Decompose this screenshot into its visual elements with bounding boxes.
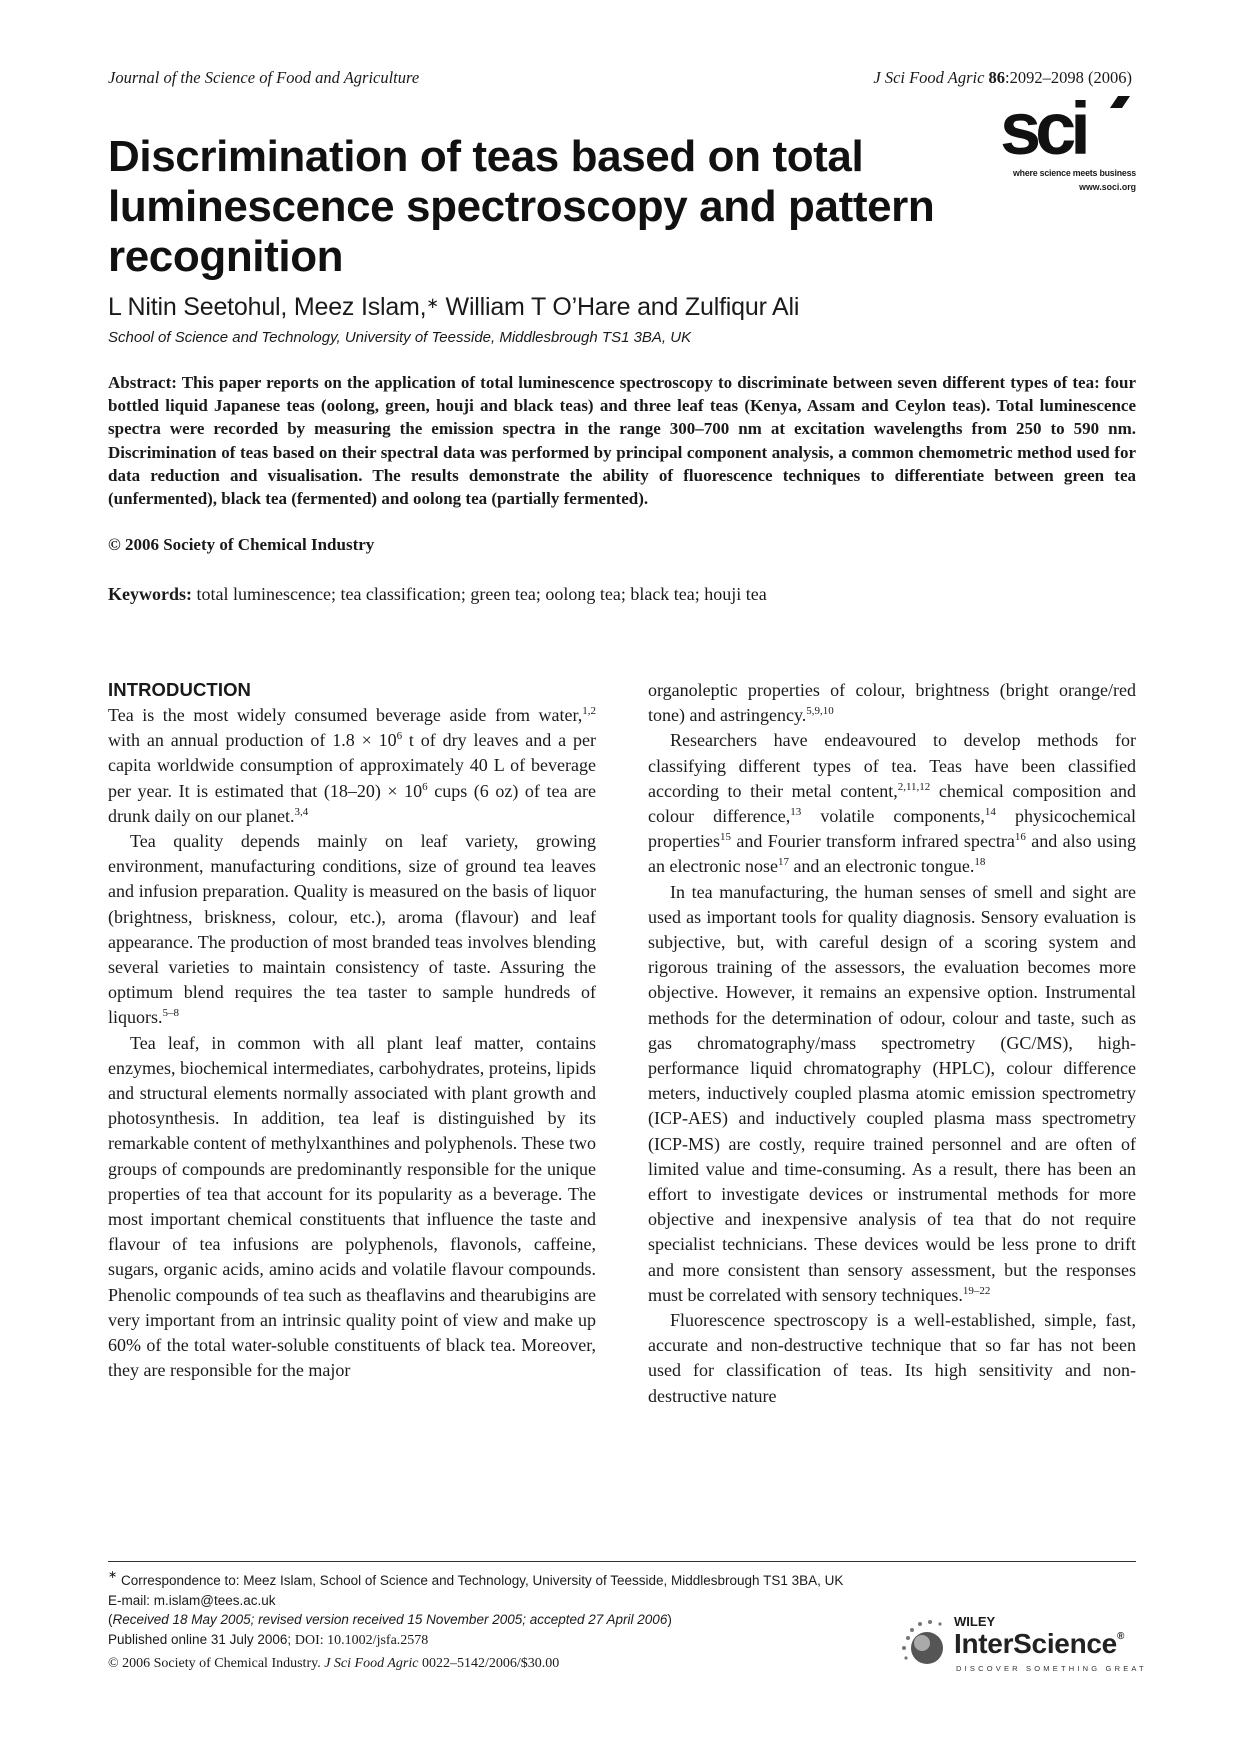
superscript: 6 bbox=[396, 730, 403, 743]
section-heading-introduction: INTRODUCTION bbox=[108, 679, 252, 700]
citation-ref: 5–8 bbox=[162, 1007, 180, 1020]
citation-ref: 16 bbox=[1014, 831, 1026, 844]
citation-ref: 19–22 bbox=[962, 1284, 991, 1297]
text-run: Tea quality depends mainly on leaf variety, growing environment, manufacturing conditions, size of ground tea leaves and infusion preparation. Quality is measured on the basis of liquor (brightness, briskness, colour, etc.), aroma (flavour) and leaf appearance. The production of most branded teas involves blending several varieties to maintain consistency of taste. Assuring the optimum blend requires the tea taster to sample hundreds of liquors. bbox=[108, 831, 596, 1028]
footer-copyright bbox=[108, 1656, 559, 1672]
correspondence-mark: ∗ bbox=[108, 1569, 118, 1581]
paragraph bbox=[108, 829, 596, 1031]
text-run: and an electronic tongue. bbox=[788, 856, 975, 877]
published-line: Published online 31 July 2006; DOI: 10.1002/jsfa.2578 bbox=[108, 1631, 429, 1648]
affiliation: School of Science and Technology, University of Teesside, Middlesbrough TS1 3BA, UK bbox=[108, 329, 692, 346]
published-date: Published online 31 July 2006 bbox=[108, 1631, 288, 1647]
wiley-interscience-logo bbox=[900, 1612, 1147, 1686]
authors bbox=[108, 293, 799, 322]
paragraph bbox=[648, 728, 1136, 879]
keywords-label: Keywords: bbox=[108, 584, 192, 604]
text-run: physicochemical properties bbox=[648, 806, 1136, 852]
sci-logo-mark bbox=[1000, 96, 1136, 160]
abstract-label: Abstract: bbox=[108, 373, 177, 392]
text-run: InterScience bbox=[954, 1628, 1117, 1659]
text-run: chemical composition and colour difference, bbox=[648, 780, 1136, 827]
text-run: J Sci Food Agric bbox=[324, 1656, 419, 1671]
column-left bbox=[108, 678, 596, 1383]
doi: DOI: 10.1002/jsfa.2578 bbox=[294, 1632, 429, 1648]
text-run: 0022–5142/2006/$30.00 bbox=[418, 1656, 560, 1671]
text-run: Researchers have endeavoured to develop methods for classifying different types of tea. Teas have been classified according to their metal content, bbox=[648, 730, 1136, 801]
abstract-copyright: © 2006 Society of Chemical Industry bbox=[108, 535, 375, 554]
wiley-wordmark: WILEY bbox=[954, 1614, 996, 1629]
text-run: organoleptic properties of colour, brightness (bright orange/red tone) and astringency. bbox=[648, 680, 1136, 726]
corresponding-mark: ∗ bbox=[426, 295, 439, 312]
globe-icon bbox=[900, 1618, 954, 1672]
registered-mark: ® bbox=[1116, 1631, 1125, 1642]
citation-ref: 2,11,12 bbox=[897, 780, 931, 793]
article-title: Discrimination of teas based on total luminescence spectroscopy and pattern recognition bbox=[108, 132, 935, 281]
running-header-journal: Journal of the Science of Food and Agriculture bbox=[108, 68, 420, 87]
keywords bbox=[108, 584, 1136, 605]
footer-divider bbox=[108, 1561, 1136, 1562]
keywords-text: total luminescence; tea classification; green tea; oolong tea; black tea; houji tea bbox=[192, 584, 767, 604]
sci-url: www.soci.org bbox=[1079, 182, 1136, 192]
interscience-tagline: DISCOVER SOMETHING GREAT bbox=[956, 1664, 1147, 1673]
running-header-citation bbox=[873, 68, 1132, 88]
correspondence-line bbox=[108, 1571, 968, 1591]
citation-volume: 86 bbox=[988, 68, 1006, 87]
paragraph bbox=[108, 703, 596, 829]
citation-ref: 15 bbox=[719, 831, 731, 844]
paragraph: Tea leaf, in common with all plant leaf matter, contains enzymes, biochemical intermediates, carbohydrates, proteins, lipids and structural elements normally associated with plant growth and photosynthesis. In addition, tea leaf is distinguished by its remarkable content of methylxanthines and polyphenols. These two groups of compounds are predominantly responsible for the unique properties of tea that account for its popularity as a beverage. The most important chemical constituents that influence the taste and flavour of tea infusions are polyphenols, flavonols, caffeine, sugars, organic acids, amino acids and volatile flavour compounds. Phenolic compounds of tea such as theaflavins and thearubigins are very important from an intrinsic quality point of view and make up 60% of the total water-soluble constituents of black tea. Moreover, they are responsible for the major bbox=[108, 1032, 596, 1381]
text-run: with an annual production of 1.8 × 10 bbox=[108, 730, 397, 751]
column-right bbox=[648, 678, 1136, 1409]
citation-ref: 18 bbox=[974, 856, 986, 869]
paragraph bbox=[648, 880, 1136, 1308]
citation-ref: 3,4 bbox=[294, 805, 309, 818]
interscience-wordmark bbox=[954, 1628, 1124, 1660]
citation-abbrev: J Sci Food Agric bbox=[873, 68, 985, 87]
footnote bbox=[108, 1571, 968, 1650]
paragraph: Fluorescence spectroscopy is a well-established, simple, fast, accurate and non-destructive technique that so far has not been used for classification of teas. Its high sensitivity and non-destructive nature bbox=[648, 1310, 1136, 1406]
svg-text:sci: sci bbox=[1000, 96, 1085, 160]
citation-pages: :2092–2098 (2006) bbox=[1005, 68, 1132, 87]
correspondence-text: Correspondence to: Meez Islam, School of Science and Technology, University of Teesside, Middlesbrough TS1 3BA, UK bbox=[117, 1573, 844, 1588]
sci-logo bbox=[1000, 96, 1136, 200]
text-run: Tea is the most widely consumed beverage aside from water, bbox=[108, 705, 583, 725]
abstract bbox=[108, 371, 1136, 510]
text-run: In tea manufacturing, the human senses of smell and sight are used as important tools for quality diagnosis. Sensory evaluation is subjective, but, with careful design of a scoring system and rigorous training of the assessors, the evaluation becomes more objective. However, it remains an expensive option. Instrumental methods for the determination of odour, colour and taste, such as gas chromatography/mass spectrometry (GC/MS), high-performance liquid chromatography (HPLC), colour difference meters, inductively coupled plasma atomic emission spectrometry (ICP-AES) and inductively coupled plasma mass spectrometry (ICP-MS) are costly, require trained personnel and are often of limited value and time-consuming. As a result, there has been an effort to investigate devices or instrumental methods for more objective and inexpensive analysis of tea that do not require specialist technicians. These devices would be less prone to drift and more consistent than sensory assessment, but the responses must be correlated with sensory techniques. bbox=[648, 881, 1136, 1305]
text-run: © 2006 Society of Chemical Industry. bbox=[108, 1656, 325, 1671]
received-dates: Received 18 May 2005; revised version received 15 November 2005; accepted 27 April 2006 bbox=[112, 1612, 668, 1627]
citation-ref: 14 bbox=[984, 806, 996, 819]
superscript: 6 bbox=[422, 780, 428, 793]
text-run: volatile components, bbox=[801, 806, 985, 827]
text-run: t of dry leaves and a per capita worldwide consumption of approximately 40 L of beverage per year. It is estimated that (18–20) × 10 bbox=[108, 730, 596, 801]
text-run: and Fourier transform infrared spectra bbox=[730, 831, 1015, 852]
citation-ref: 1,2 bbox=[582, 705, 596, 717]
text-run: and also using an electronic nose bbox=[648, 831, 1136, 877]
citation-ref: 13 bbox=[790, 806, 802, 819]
sci-tagline: where science meets business bbox=[1013, 168, 1136, 178]
received-line: (Received 18 May 2005; revised version received 15 November 2005; accepted 27 April 2006) bbox=[108, 1612, 672, 1627]
text-run: cups (6 oz) of tea are drunk daily on our planet. bbox=[108, 780, 597, 826]
citation-ref: 17 bbox=[777, 856, 789, 869]
email-line: E-mail: m.islam@tees.ac.uk bbox=[108, 1592, 276, 1608]
abstract-text: This paper reports on the application of total luminescence spectroscopy to discriminate between seven different types of tea: four bottled liquid Japanese teas (oolong, green, houji and black teas) and three leaf teas (Kenya, Assam and Ceylon teas). Total luminescence spectra were recorded by measuring the emission spectra in the range 300–700 nm at excitation wavelengths from 250 to 590 nm. Discrimination of teas based on their spectral data was performed by principal component analysis, a common chemometric method used for data reduction and visualisation. The results demonstrate the ability of fluorescence techniques to differentiate between green tea (unfermented), black tea (fermented) and oolong tea (partially fermented). bbox=[108, 373, 1136, 509]
citation-ref: 5,9,10 bbox=[806, 705, 834, 718]
authors-part-1: L Nitin Seetohul, Meez Islam, bbox=[108, 293, 427, 321]
authors-part-2: William T O’Hare and Zulfiqur Ali bbox=[438, 293, 800, 321]
paragraph bbox=[648, 678, 1136, 728]
